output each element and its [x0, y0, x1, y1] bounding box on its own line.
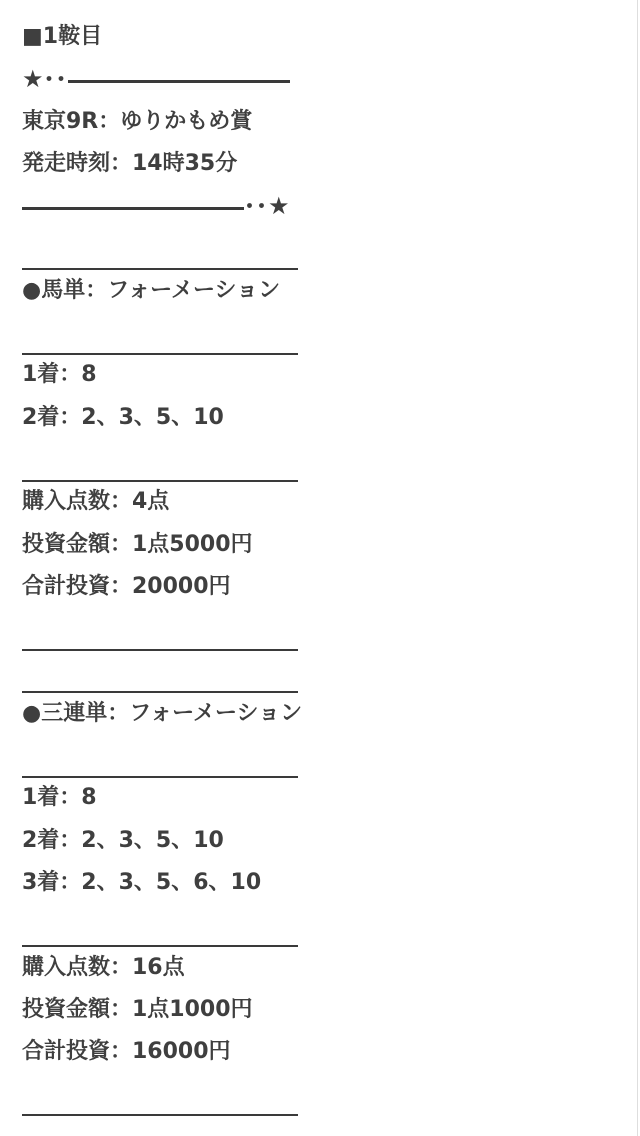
- sanrentan-total: 合計投資：16000円: [22, 1039, 231, 1065]
- page-edge-divider: [637, 0, 638, 1136]
- umatan-heading: ●馬単：フォーメーション: [22, 277, 281, 303]
- sanrentan-heading: ●三連単：フォーメーション: [22, 700, 303, 726]
- divider-line: [22, 1114, 298, 1116]
- sanrentan-points: 購入点数：16点: [22, 954, 185, 980]
- divider-line: [68, 80, 290, 83]
- article-body: [22, 0, 582, 1116]
- sanrentan-first-place: 1着：8: [22, 785, 97, 811]
- umatan-points: 購入点数：4点: [22, 489, 170, 515]
- separator: [22, 650, 582, 692]
- divider-line: [22, 207, 244, 210]
- decor-top: [22, 58, 582, 100]
- star-icon: ★: [268, 192, 290, 221]
- race-name: 東京9R：ゆりかもめ賞: [22, 108, 253, 134]
- umatan-first-place: 1着：8: [22, 362, 97, 388]
- umatan-total: 合計投資：20000円: [22, 573, 231, 599]
- separator: [22, 904, 582, 946]
- decor-dots: ･･: [244, 195, 269, 221]
- decor-dots: ･･: [43, 68, 68, 94]
- separator: [22, 608, 582, 650]
- separator: [22, 227, 582, 269]
- race-number: ■1鞍目: [22, 24, 103, 49]
- separator: [22, 1073, 582, 1115]
- start-time: 発走時刻：14時35分: [22, 150, 238, 176]
- separator: [22, 439, 582, 481]
- sanrentan-third-place: 3着：2、3、5、6、10: [22, 869, 262, 895]
- separator: [22, 735, 582, 777]
- sanrentan-amount: 投資金額：1点1000円: [22, 996, 253, 1022]
- umatan-amount: 投資金額：1点5000円: [22, 531, 253, 557]
- separator: [22, 312, 582, 354]
- sanrentan-second-place: 2着：2、3、5、10: [22, 827, 224, 853]
- decor-bottom: [22, 185, 582, 227]
- umatan-second-place: 2着：2、3、5、10: [22, 404, 224, 430]
- star-icon: ★: [22, 65, 44, 94]
